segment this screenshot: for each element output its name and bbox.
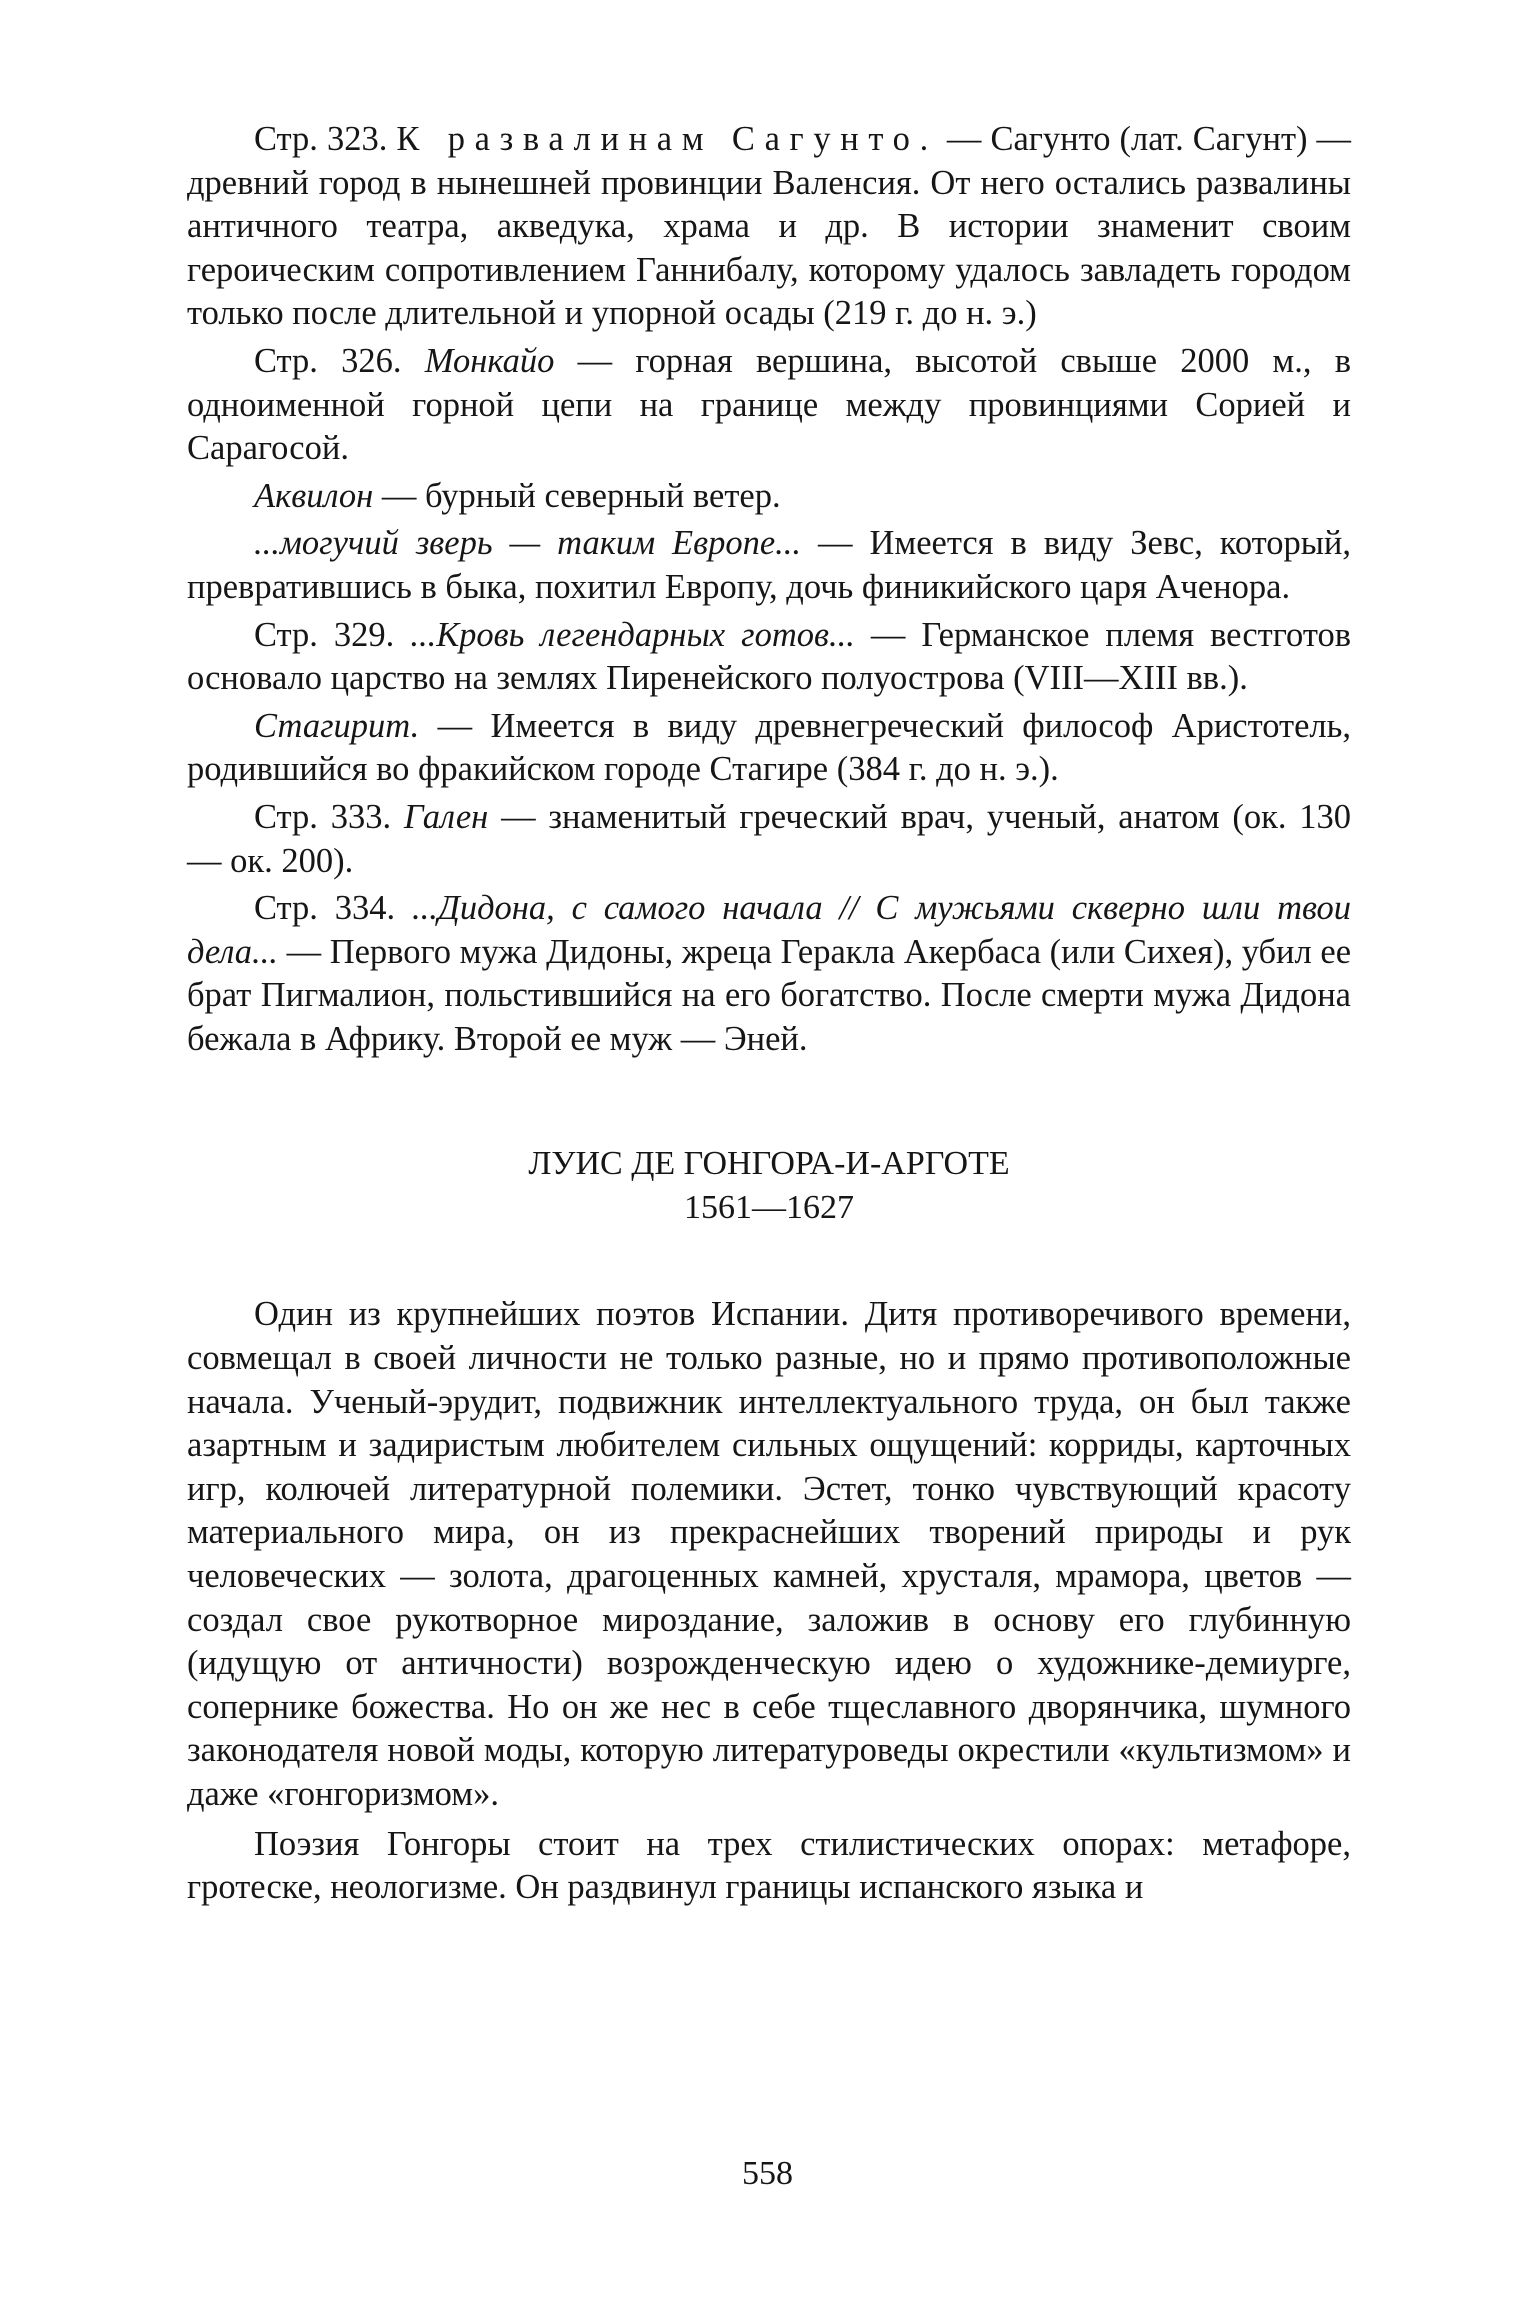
bio-paragraph: Поэзия Гонгоры стоит на трех стилистических опорах: метафоре, гротеске, неологизме. Он раздвинул границы испанского языка и bbox=[187, 1824, 1351, 1907]
book-page bbox=[187, 118, 1351, 1916]
note-paragraph bbox=[187, 340, 1351, 471]
note-paragraph bbox=[187, 796, 1351, 883]
note-term: ...Дидона, с самого начала // С мужьями скверно шли твои дела... bbox=[187, 889, 1352, 971]
note-page-ref: Стр. 329. bbox=[254, 615, 395, 654]
note-paragraph bbox=[187, 614, 1351, 701]
page-number: 558 bbox=[742, 2155, 793, 2192]
note-paragraph bbox=[187, 475, 1351, 519]
note-term: ...могучий зверь — таким Европе... bbox=[254, 524, 802, 563]
note-paragraph bbox=[187, 705, 1351, 792]
note-paragraph bbox=[187, 118, 1351, 336]
note-text: — бурный северный ветер. bbox=[381, 476, 781, 515]
note-text: — Первого мужа Дидоны, жреца Геракла Акербаса (или Сихея), убил ее брат Пигмалион, польстившийся на его богатство. После смерти мужа Дидона бежала в Африку. Второй ее муж — Эней. bbox=[187, 932, 1352, 1058]
note-term: Стагирит. bbox=[254, 706, 420, 745]
note-term: ...Кровь легендарных готов... bbox=[410, 615, 855, 654]
author-years: 1561—1627 bbox=[684, 1189, 854, 1227]
author-name: ЛУИС ДЕ ГОНГОРА-И-АРГОТЕ bbox=[528, 1145, 1010, 1183]
note-term: К развалинам Сагунто. bbox=[396, 120, 938, 158]
commentary-notes bbox=[187, 118, 1351, 1061]
section-heading bbox=[187, 1142, 1351, 1230]
note-paragraph bbox=[187, 522, 1351, 609]
note-text: — Германское племя вестготов основало царство на землях Пиренейского полуострова (VIII—XIII вв.). bbox=[187, 615, 1351, 698]
note-text: — знаменитый греческий врач, ученый, анатом (ок. 130 — ок. 200). bbox=[187, 797, 1352, 880]
note-term: Гален bbox=[403, 797, 489, 836]
note-term: Монкайо bbox=[424, 341, 555, 380]
note-text: — Сагунто (лат. Сагунт) — древний город в нынешней провинции Валенсия. От него остались развалины античного театра, акведука, храма и др. В истории знаменит своим героическим сопротивлением Ганнибалу, которому удалось завладеть городом только после длительной и упорной осады (219 г. до н. э.) bbox=[187, 120, 1352, 333]
note-text: — Имеется в виду древнегреческий философ Аристотель, родившийся во фракийском городе Стагире (384 г. до н. э.). bbox=[187, 706, 1351, 789]
note-page-ref: Стр. 334. bbox=[254, 889, 396, 928]
note-page-ref: Стр. 333. bbox=[254, 797, 392, 836]
note-text: — Имеется в виду Зевс, который, превратившись в быка, похитил Европу, дочь финикийского царя Аченора. bbox=[187, 524, 1352, 606]
note-text: — горная вершина, высотой свыше 2000 м., в одноименной горной цепи на границе между провинциями Сорией и Сарагосой. bbox=[187, 341, 1352, 468]
note-page-ref: Стр. 323. bbox=[254, 120, 388, 158]
bio-paragraph: Один из крупнейших поэтов Испании. Дитя противоречивого времени, совмещал в своей личности не только разные, но и прямо противоположные начала. Ученый-эрудит, подвижник интеллектуального труда, он был также азартным и задиристым любителем сильных ощущений: корриды, карточных игр, колючей литературной полемики. Эстет, тонко чувствующий красоту материального мира, он из прекраснейших творений природы и рук человеческих — золота, драгоценных камней, хрусталя, мрамора, цветов — создал свое рукотворное мироздание, заложив в основу его глубинную (идущую от античности) возрожденческую идею о художнике-демиурге, сопернике божества. Но он же нес в себе тщеславного дворянчика, шумного законодателя новой моды, которую литературоведы окрестили «культизмом» и даже «гонгоризмом». bbox=[187, 1295, 1351, 1813]
note-page-ref: Стр. 326. bbox=[254, 341, 402, 380]
note-term: Аквилон bbox=[254, 476, 374, 515]
note-paragraph bbox=[187, 887, 1351, 1061]
author-biography bbox=[187, 1293, 1351, 1909]
